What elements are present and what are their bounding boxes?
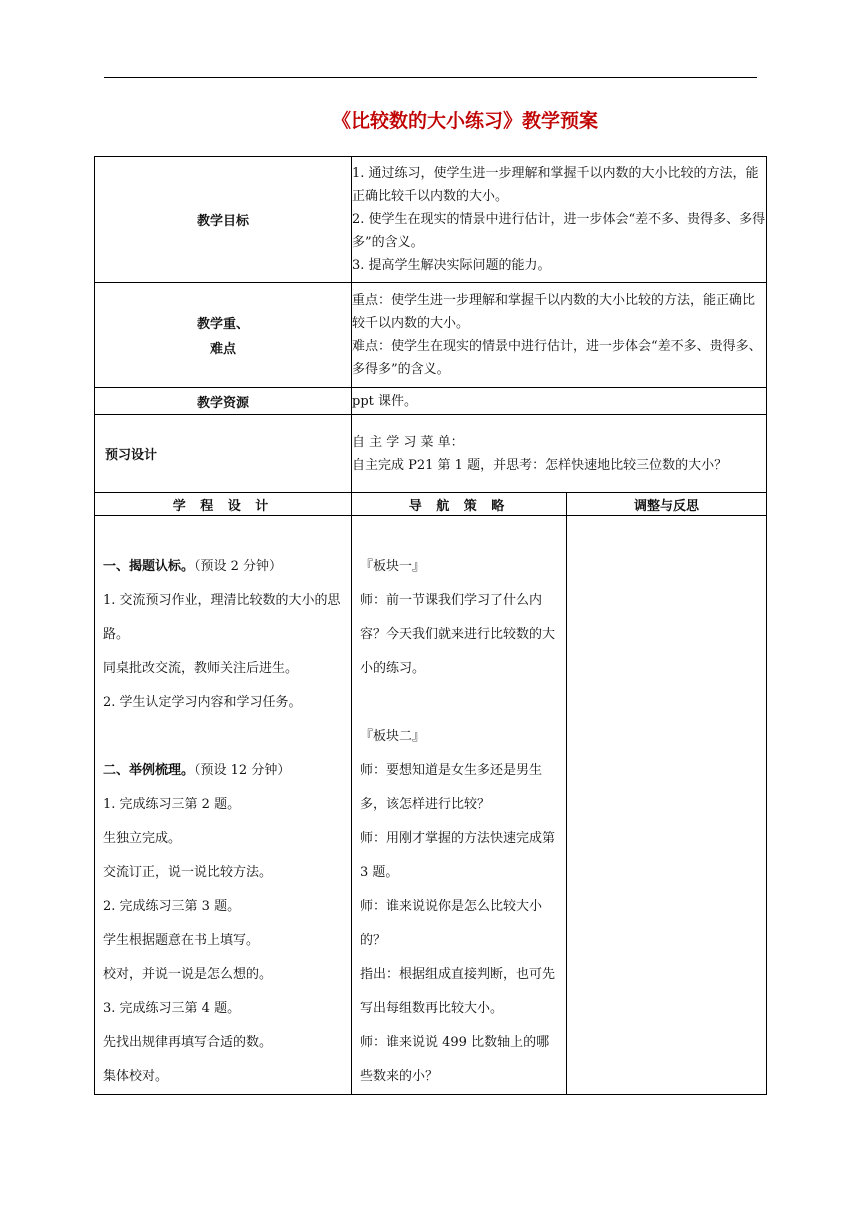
- preview-content: [352, 415, 767, 493]
- page-title-text: 《比较数的大小练习》教学预案: [331, 110, 598, 132]
- column-header-row: [95, 493, 767, 516]
- section2-note: （预设 12 分钟）: [194, 763, 291, 778]
- spacer: [103, 720, 345, 754]
- header-rule: [104, 77, 757, 78]
- lesson-plan-table: [94, 156, 767, 1095]
- key-points-row: [95, 283, 767, 388]
- strategy-column: [352, 516, 567, 1095]
- strategy-item: 师：前一节课我们学习了什么内容？今天我们就来进行比较数的大小的练习。: [360, 593, 556, 676]
- section2-title: 二、举例梳理。: [103, 763, 195, 778]
- process-item: 生独立完成。: [103, 831, 182, 846]
- process-item: 学生根据题意在书上填写。: [103, 933, 260, 948]
- reflection-column: [567, 516, 767, 1095]
- strategy-item: 师：要想知道是女生多还是男生多，该怎样进行比较？: [360, 763, 543, 812]
- process-item: 校对，并说一说是怎么想的。: [103, 967, 273, 982]
- section1-note: （预设 2 分钟）: [194, 559, 283, 574]
- preview-item: 自 主 学 习 菜 单：: [352, 434, 464, 450]
- column-header-strategy: 导 航 策 略: [352, 493, 567, 516]
- process-item: 1. 完成练习三第 2 题。: [103, 797, 241, 812]
- key-points-label: [95, 283, 352, 388]
- strategy-item: 指出：根据组成直接判断，也可先写出每组数再比较大小。: [360, 967, 556, 1016]
- preview-item: 自主完成 P21 第 1 题，并思考：怎样快速地比较三位数的大小？: [352, 457, 728, 473]
- process-item: 同桌批改交流，教师关注后进生。: [103, 661, 299, 676]
- goals-label: 教学目标: [95, 157, 352, 283]
- body-row: [95, 516, 767, 1095]
- process-item: 1. 交流预习作业，理清比较数的大小的思路。: [103, 593, 341, 642]
- strategy-item: 师：用刚才掌握的方法快速完成第 3 题。: [360, 831, 556, 880]
- key-points-content: [352, 283, 767, 388]
- column-header-reflection: 调整与反思: [567, 493, 767, 516]
- block1-title: 『板块一』: [360, 559, 426, 574]
- key-point-item: 难点：使学生在现实的情景中进行估计，进一步体会“差不多、贵得多、多得多”的含义。: [352, 339, 762, 377]
- resources-row: [95, 388, 767, 415]
- goals-item: 2. 使学生在现实的情景中进行估计，进一步体会“差不多、贵得多、多得多”的含义。: [352, 212, 766, 250]
- section1-title: 一、揭题认标。: [103, 559, 195, 574]
- goals-content: [352, 157, 767, 283]
- preview-label: 预习设计: [95, 415, 352, 493]
- resources-label: 教学资源: [95, 388, 352, 415]
- section-heading: [103, 754, 345, 788]
- process-item: 先找出规律再填写合适的数。: [103, 1035, 273, 1050]
- goals-row: [95, 157, 767, 283]
- goals-item: 1. 通过练习，使学生进一步理解和掌握千以内数的大小比较的方法，能正确比较千以内数的大小。: [352, 166, 759, 204]
- section-heading: [103, 550, 345, 584]
- key-points-label-line2: 难点: [209, 342, 236, 357]
- resources-content: ppt 课件。: [352, 388, 767, 415]
- preview-row: [95, 415, 767, 493]
- process-item: 2. 学生认定学习内容和学习任务。: [103, 695, 302, 710]
- goals-item: 3. 提高学生解决实际问题的能力。: [352, 258, 551, 273]
- process-item: 2. 完成练习三第 3 题。: [103, 899, 241, 914]
- key-points-label-line1: 教学重、: [196, 317, 249, 332]
- process-item: 3. 完成练习三第 4 题。: [103, 1001, 241, 1016]
- page-title: [0, 106, 860, 133]
- process-item: 集体校对。: [103, 1069, 169, 1084]
- key-point-item: 重点：使学生进一步理解和掌握千以内数的大小比较的方法，能正确比较千以内数的大小。: [352, 293, 756, 331]
- process-item: 交流订正，说一说比较方法。: [103, 865, 273, 880]
- strategy-item: 师：谁来说说 499 比数轴上的哪些数来的小？: [360, 1035, 550, 1084]
- spacer: [360, 686, 560, 720]
- column-header-process: 学 程 设 计: [95, 493, 352, 516]
- block2-title: 『板块二』: [360, 729, 426, 744]
- strategy-item: 师：谁来说说你是怎么比较大小的？: [360, 899, 543, 948]
- process-column: [95, 516, 352, 1095]
